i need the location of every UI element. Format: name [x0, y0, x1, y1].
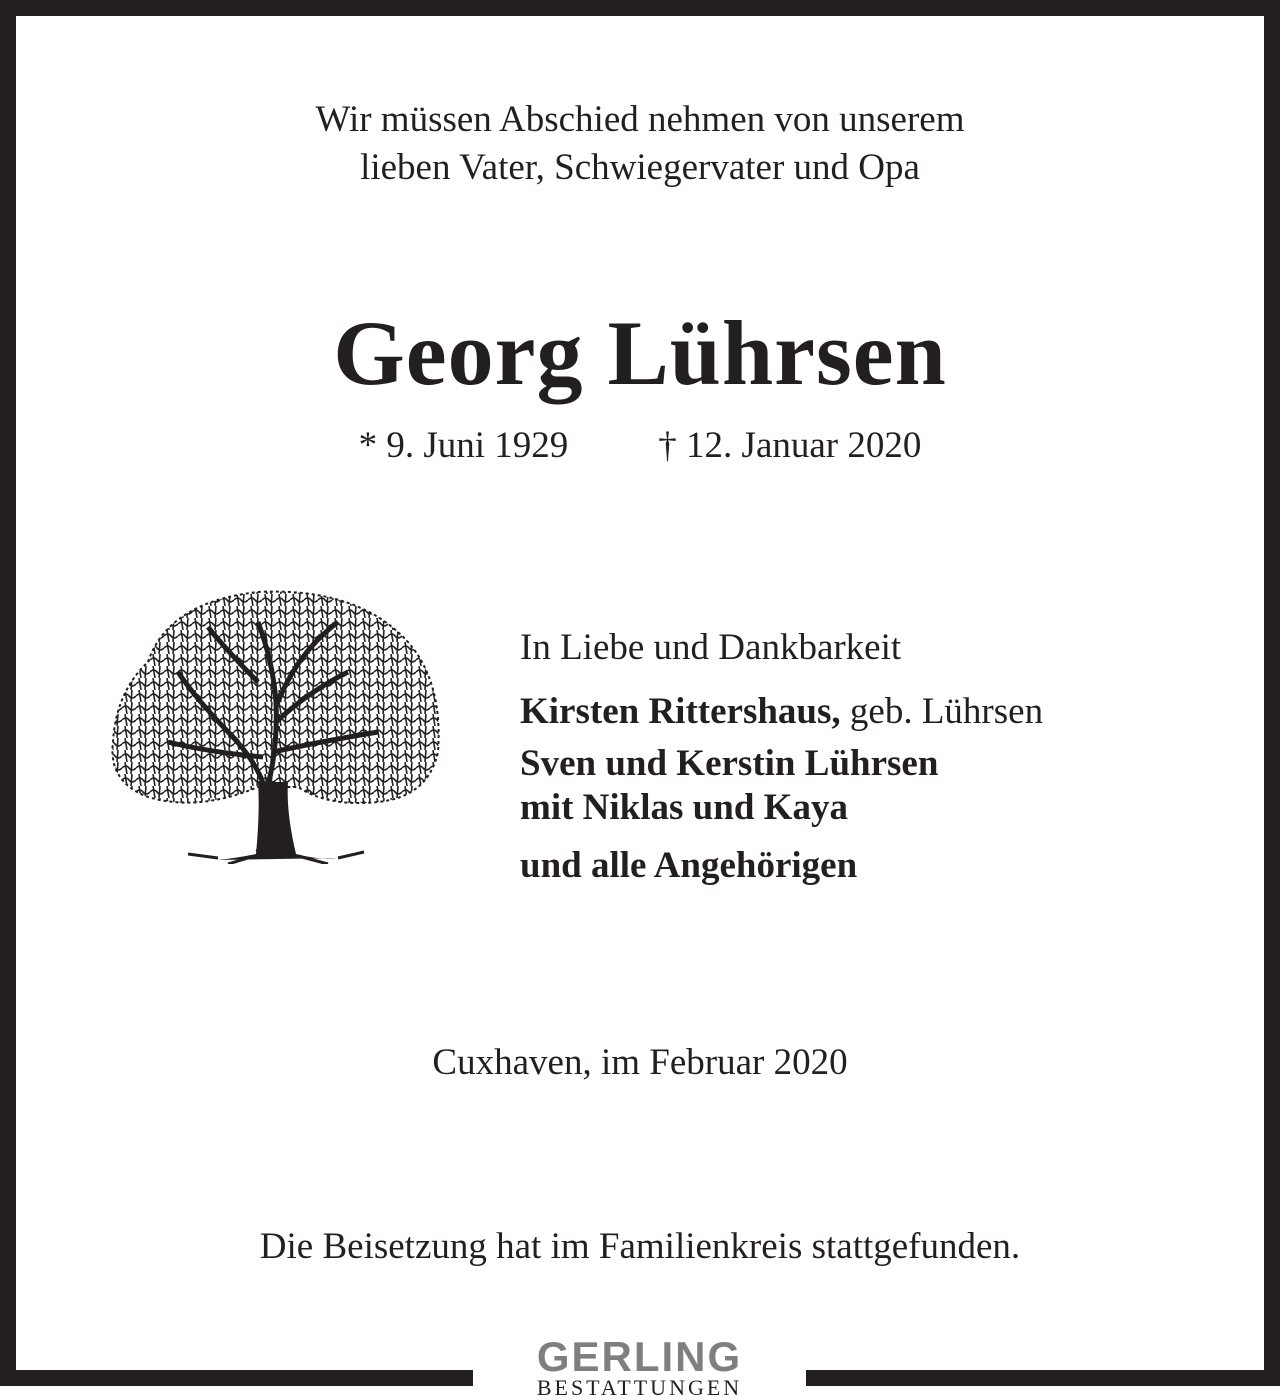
frame-border-right [1264, 0, 1280, 1386]
mourner-name-bold: Kirsten Rittershaus, [520, 691, 841, 732]
funeral-home-logo: GERLING [536, 1333, 743, 1380]
mourner-line-3: mit Niklas und Kaya [520, 787, 848, 828]
place-date: Cuxhaven, im Februar 2020 [432, 1042, 848, 1083]
intro-text [0, 96, 1280, 192]
frame-border-bottom-left [0, 1370, 473, 1386]
mourner-line-1 [520, 686, 1043, 738]
frame-border-top [0, 0, 1280, 16]
death-date: † 12. Januar 2020 [658, 425, 922, 466]
tree-icon [108, 582, 444, 864]
frame-border-left [0, 0, 16, 1386]
frame-border-bottom-right [806, 1370, 1280, 1386]
life-dates [0, 422, 1280, 470]
birth-date: * 9. Juni 1929 [358, 425, 569, 466]
deceased-name: Georg Lührsen [333, 302, 947, 404]
intro-line-2: lieben Vater, Schwiegervater und Opa [360, 147, 920, 188]
intro-line-1: Wir müssen Abschied nehmen von unserem [315, 99, 965, 140]
mourner-maiden-name: geb. Lührsen [840, 691, 1044, 732]
mourner-line-2: Sven und Kerstin Lührsen [520, 743, 939, 784]
mourners-block [520, 622, 1043, 892]
closing-phrase: In Liebe und Dankbarkeit [520, 627, 902, 668]
burial-note: Die Beisetzung hat im Familienkreis stattgefunden. [259, 1226, 1021, 1267]
funeral-home-subtitle: BESTATTUNGEN [536, 1375, 743, 1400]
mourner-line-4: und alle Angehörigen [520, 845, 858, 886]
